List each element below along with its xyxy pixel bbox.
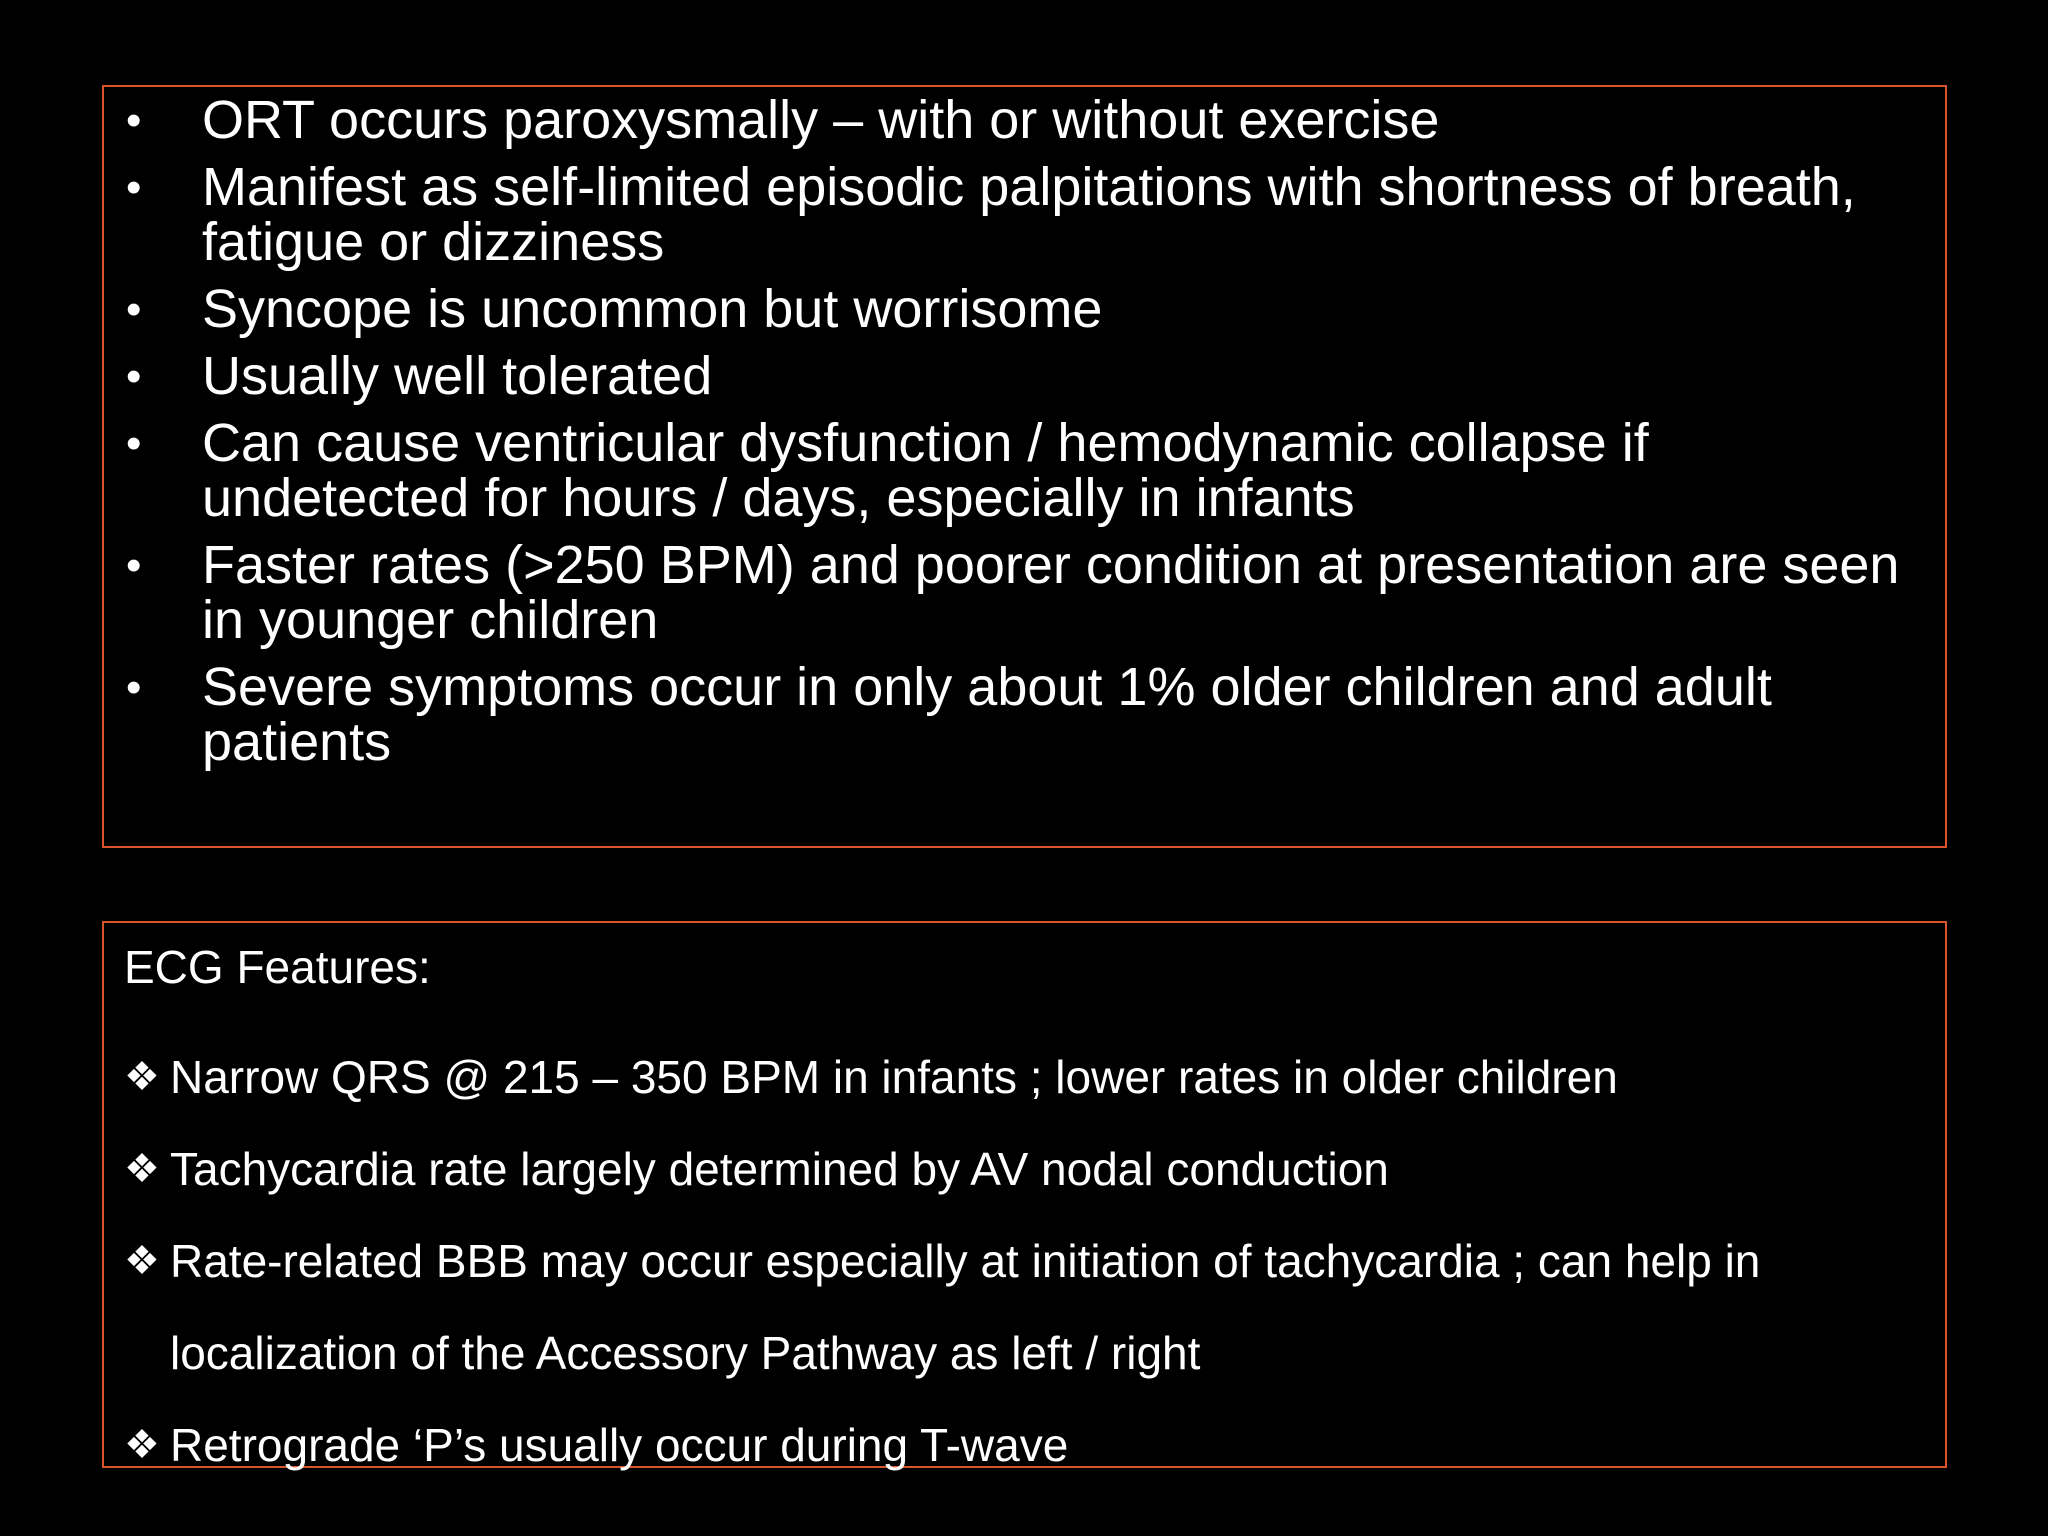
ecg-feature-text: Rate-related BBB may occur especially at initiation of tachycardia ; can help in localization of the Accessory Pathway as left / right xyxy=(170,1235,1761,1379)
ecg-feature-text: Tachycardia rate largely determined by AV nodal conduction xyxy=(170,1143,1389,1195)
bullet-icon: • xyxy=(126,96,142,145)
diamond-bullet-icon: ❖ xyxy=(124,1055,160,1099)
diamond-bullet-icon: ❖ xyxy=(124,1423,160,1467)
ecg-features-list xyxy=(124,1031,1925,1491)
bullet-icon: • xyxy=(126,163,142,212)
ecg-feature-text: Narrow QRS @ 215 – 350 BPM in infants ; lower rates in older children xyxy=(170,1051,1618,1103)
symptoms-box xyxy=(102,85,1947,848)
symptom-item xyxy=(104,346,1945,406)
symptom-item xyxy=(104,279,1945,339)
bullet-icon: • xyxy=(126,285,142,334)
symptom-text: Syncope is uncommon but worrisome xyxy=(202,279,1103,339)
ecg-features-heading: ECG Features: xyxy=(124,941,431,993)
symptom-item xyxy=(104,157,1945,272)
bullet-icon: • xyxy=(126,541,142,590)
ecg-feature-item xyxy=(124,1215,1925,1399)
diamond-bullet-icon: ❖ xyxy=(124,1147,160,1191)
symptom-text: Severe symptoms occur in only about 1% older children and adult patients xyxy=(202,657,1772,772)
symptom-item xyxy=(104,413,1945,528)
symptom-text: Usually well tolerated xyxy=(202,346,713,406)
bullet-icon: • xyxy=(126,419,142,468)
symptoms-list xyxy=(104,90,1945,772)
symptom-text: ORT occurs paroxysmally – with or without exercise xyxy=(202,90,1440,150)
symptom-text: Faster rates (>250 BPM) and poorer condition at presentation are seen in younger children xyxy=(202,535,1900,650)
bullet-icon: • xyxy=(126,352,142,401)
bullet-icon: • xyxy=(126,663,142,712)
ecg-features-box xyxy=(102,921,1947,1471)
ecg-feature-text: Retrograde ‘P’s usually occur during T-wave xyxy=(170,1419,1069,1471)
symptom-text: Can cause ventricular dysfunction / hemodynamic collapse if undetected for hours / days, especially in infants xyxy=(202,413,1649,528)
ecg-feature-item xyxy=(124,1031,1925,1123)
ecg-feature-item xyxy=(124,1399,1925,1491)
diamond-bullet-icon: ❖ xyxy=(124,1239,160,1283)
symptom-item xyxy=(104,90,1945,150)
ecg-feature-item xyxy=(124,1123,1925,1215)
symptom-text: Manifest as self-limited episodic palpitations with shortness of breath, fatigue or dizziness xyxy=(202,157,1856,272)
symptom-item xyxy=(104,657,1945,772)
symptom-item xyxy=(104,535,1945,650)
